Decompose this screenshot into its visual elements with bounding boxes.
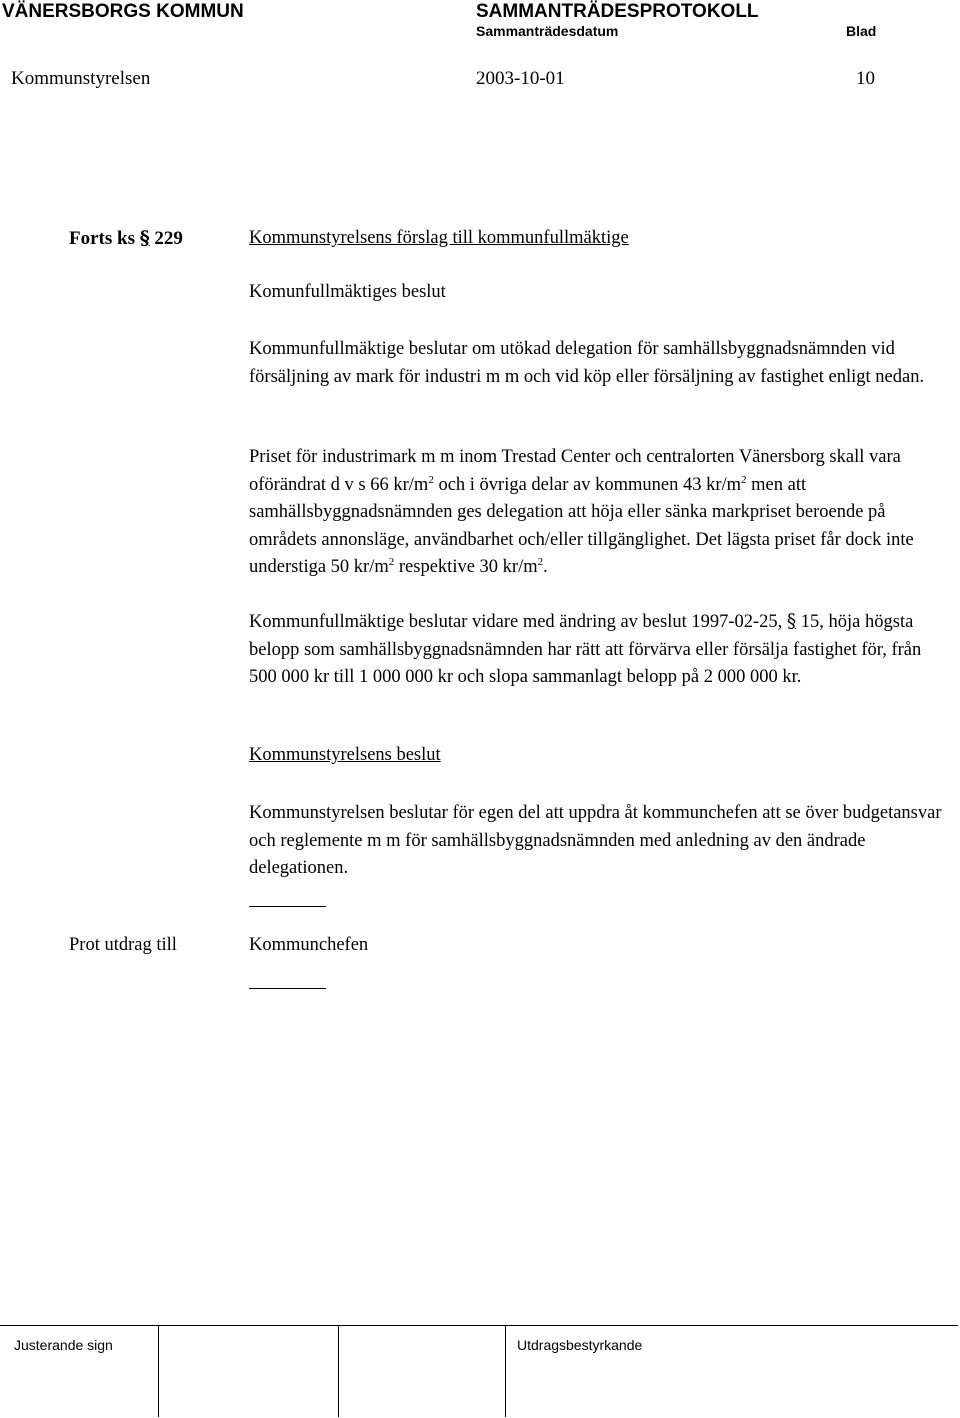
paragraph-symbol: § <box>786 611 797 632</box>
superscript: 2 <box>428 473 434 486</box>
divider-line <box>249 988 326 989</box>
signature-box-divider <box>505 1325 506 1417</box>
section-number: 229 <box>154 228 183 249</box>
certification-label: Utdragsbestyrkande <box>517 1337 643 1353</box>
paragraph-symbol: § <box>139 227 150 249</box>
superscript: 2 <box>388 556 395 568</box>
paragraph-1: Kommunfullmäktige beslutar om utökad delegation för samhällsbyggnadsnämnden vid försäljning av mark för industri m m och vid köp eller försäljning av fastighet enligt nedan. <box>249 339 925 387</box>
signature-box-divider <box>338 1325 339 1417</box>
meeting-date: 2003-10-01 <box>476 68 565 89</box>
paragraph-3: Kommunfullmäktige beslutar vidare med ändring av beslut 1997-02-25, § 15, höja högsta belopp som samhällsbyggnadsnämnden har rätt att förvärva eller försälja fastighet för, från 500 000 kr till 1 000 000 kr och slopa sammanlagt belopp på 2 000 000 kr. <box>249 611 922 687</box>
ks-decision-heading: Kommunstyrelsens beslut <box>249 745 441 765</box>
org-name: VÄNERSBORGS KOMMUN <box>2 1 244 22</box>
footer-signature-area <box>0 1325 958 1418</box>
adjusting-signature-label: Justerande sign <box>14 1337 113 1353</box>
section-label: Forts ks <box>69 228 135 249</box>
divider-line <box>249 906 326 907</box>
signature-box-divider <box>158 1325 159 1417</box>
document-type: SAMMANTRÄDESPROTOKOLL <box>476 1 759 22</box>
section-reference <box>69 227 183 250</box>
sheet-label: Blad <box>846 23 877 39</box>
distribution-recipient: Kommunchefen <box>249 935 369 955</box>
superscript: 2 <box>741 473 747 486</box>
paragraph-4: Kommunstyrelsen beslutar för egen del att uppdra åt kommunchefen att se över budgetansvar och reglemente m m för samhällsbyggnadsnämnden med anledning av den ändrade delegationen. <box>249 803 942 878</box>
kf-decision-heading: Komunfullmäktiges beslut <box>249 282 446 302</box>
superscript: 2 <box>537 556 544 568</box>
paragraph-2: Priset för industrimark m m inom Trestad Center och centralorten Vänersborg skall vara oförändrat d v s 66 $kr/m^2$ och i övriga delar av kommunen 43 $kr/m^2$ men att samhällsbyggnadsnämnden ges delegation att höja eller sänka markpriset beroende på områdets annonsläge, användbarhet och/eller tillgänglighet. Det lägsta priset får dock inte understiga 50 $kr/m^2$ respektive 30 $kr/m^2$. <box>249 447 914 577</box>
committee-name: Kommunstyrelsen <box>11 68 151 89</box>
distribution-label: Prot utdrag till <box>69 935 177 955</box>
section-heading: Kommunstyrelsens förslag till kommunfullmäktige <box>249 228 629 248</box>
date-label: Sammanträdesdatum <box>476 23 619 39</box>
sheet-number: 10 <box>856 68 875 89</box>
